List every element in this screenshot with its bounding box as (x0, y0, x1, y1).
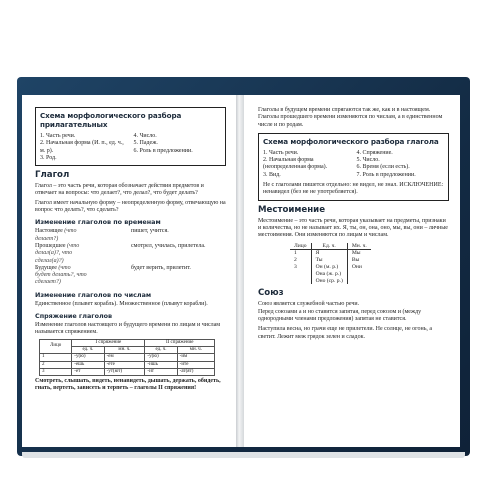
morph-item: 7. Роль в предложении. (356, 171, 416, 178)
table-cell: Он (м. р.) Она (ж. р.) Оно (ср. р.) (311, 264, 347, 284)
table-cell: -ит (145, 368, 177, 375)
book-page-edges (22, 452, 465, 458)
tense-question: (что делал(а)?, что сделал(а)?) (35, 242, 80, 264)
morph-item: 2. Начальная форма (неопределенная форма). (263, 157, 328, 171)
morph-item: 1. Часть речи. (40, 133, 76, 139)
verb-morph-title: Схема морфологического разбора глагола (263, 136, 439, 146)
table-cell: -ишь (145, 361, 177, 368)
table-cell: -ут(ют) (104, 368, 145, 375)
table-cell: 3 (290, 264, 311, 284)
tense-name: Прошедшее (35, 242, 66, 249)
table-cell: -ите (177, 361, 214, 368)
morph-item: 4. Число. (133, 133, 157, 139)
table-cell: -у(ю) (145, 354, 177, 361)
left-page (22, 95, 236, 447)
morph-item: 1. Часть речи. (263, 149, 299, 156)
table-header: I спряжение (72, 339, 145, 346)
pronoun-table (290, 243, 371, 285)
ne-rule: Не с глаголами пишется отдельно: не видел, не знал. ИСКЛЮЧЕНИЕ: ненавидел (без не не употребляется). (263, 182, 444, 196)
morph-item: 2. Начальная форма (И. п., ед. ч., м. р). (40, 140, 124, 154)
morph-item: 5. Число. (356, 157, 380, 164)
table-row (290, 257, 371, 264)
table-cell: -им (177, 354, 214, 361)
table-cell: -ете (104, 361, 145, 368)
union-heading: Союз (258, 288, 284, 299)
tense-example: смотрел, училась, прилетела. (131, 242, 206, 249)
table-row (40, 354, 215, 361)
number-text: Единственное (плывет корабль). Множественное (плывут корабли). (35, 300, 208, 307)
table-cell: -ешь (72, 361, 104, 368)
table-cell: -у(ю) (72, 354, 104, 361)
morph-item: 6. Время (если есть). (356, 164, 410, 171)
verb-morph-box (258, 133, 449, 201)
table-cell: 2 (40, 361, 72, 368)
table-cell: 1 (290, 250, 311, 257)
tense-heading: Изменение глаголов по временам (35, 218, 161, 227)
tense-name: Будущее (35, 264, 57, 271)
table-subheader: мн. ч. (177, 346, 214, 353)
table-cell: -ат(ят) (177, 368, 214, 375)
tense-question: (что будет делать?, что сделает?) (35, 264, 87, 286)
table-cell: -ем (104, 354, 145, 361)
table-cell: 2 (290, 257, 311, 264)
table-subheader: ед. ч. (145, 346, 177, 353)
table-row (40, 368, 215, 375)
tense-list (35, 228, 226, 286)
morph-item: 3. Род. (40, 154, 57, 161)
right-page (244, 95, 460, 447)
morph-item: 4. Спряжение. (356, 149, 393, 156)
tense-example: пишет, учится. (131, 228, 169, 235)
pronoun-heading: Местоимение (258, 204, 326, 215)
union-rule: Перед союзами а и но ставится запятая, перед союзом и (между однородными членами предложения) запятая не ставится. (258, 308, 422, 322)
conjugation-table (39, 339, 215, 376)
table-header: Ед. ч. (311, 243, 347, 250)
table-cell: Я (311, 250, 347, 257)
verb-infinitive: Глагол имеет начальную форму – неопределенную форму, отвечающую на вопрос что делать?, что сделать? (35, 199, 226, 214)
tense-name: Настоящее (35, 228, 63, 235)
table-row (40, 361, 215, 368)
morph-item: 6. Роль в предложении. (133, 147, 193, 154)
verb-heading: Глагол (35, 170, 70, 181)
table-subheader: мн. ч. (104, 346, 145, 353)
table-header: Лицо (290, 243, 311, 250)
morph-item: 5. Падеж. (133, 140, 158, 147)
conjugation-text: Изменение глаголов настоящего и будущего времени по лицам и числам называется спряжением. (35, 322, 221, 336)
table-cell: 3 (40, 368, 72, 375)
verb-definition: Глагол – это часть речи, которая обозначает действия предметов и отвечает на вопросы: что делает?, что делал?, что будет делать? (35, 183, 204, 197)
pronoun-definition: Местоимение – это часть речи, которая указывает на предметы, признаки и количества, но не называет их. Я, ты, он, она, оно, мы, вы, они – личные местоимения. Они изменяются по лицам и числам. (258, 217, 448, 239)
future-tense-text: Глаголы в будущем времени спрягаются так же, как и в настоящем. Глаголы прошедшего времени изменяются по числам, а в единственном числе и по родам. (258, 107, 443, 128)
table-cell: Вы (351, 257, 360, 264)
table-subheader: ед. ч. (72, 346, 104, 353)
adjective-morph-title: Схема морфологического разбора прилагательных (40, 111, 182, 129)
morph-item: 3. Вид. (263, 171, 281, 178)
table-cell: Ты (311, 257, 347, 264)
union-examples: Наступила весна, но грачи еще не прилетели. Не солнце, не огонь, а светит. Лежит меж грядок зелен и сладок. (258, 326, 433, 340)
table-header: Мн. ч. (347, 243, 370, 250)
tense-question: (что делает?) (35, 228, 77, 242)
table-cell: 1 (40, 354, 72, 361)
tense-example: будет верить, прилетит. (131, 264, 191, 271)
conjugation-heading: Спряжение глаголов (35, 312, 113, 321)
table-cell: Мы (351, 250, 361, 257)
table-cell: Они (351, 263, 362, 270)
number-heading: Изменение глаголов по числам (35, 290, 152, 299)
conjugation-note: Смотреть, слышать, видеть, ненавидеть, дышать, держать, обидеть, гнать, вертеть, зависеть и терпеть – глаголы II спряжения! (35, 378, 221, 392)
table-cell: -ет (72, 368, 104, 375)
table-row (290, 250, 371, 257)
table-header: Лицо (40, 339, 72, 354)
union-definition: Союз является служебной частью речи. (258, 301, 360, 308)
table-header: II спряжение (145, 339, 215, 346)
table-row (290, 264, 371, 284)
book-spine (236, 95, 244, 447)
adjective-morph-box (35, 107, 226, 166)
